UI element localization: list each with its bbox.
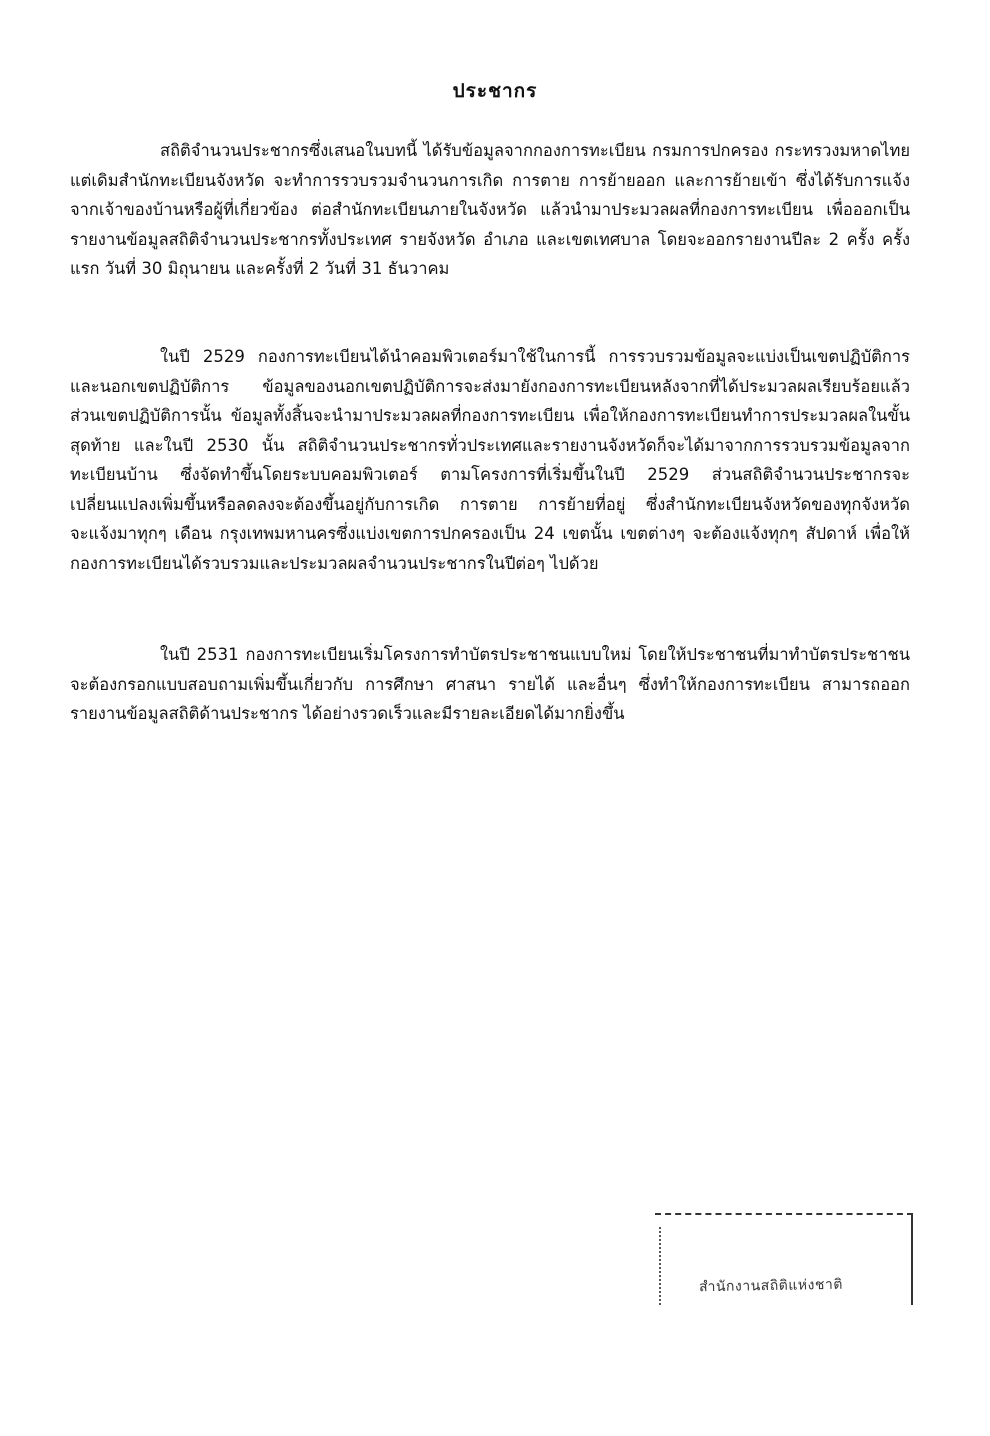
stamp-border-right	[911, 1213, 913, 1305]
paragraph-3: ในปี 2531 กองการทะเบียนเริ่มโครงการทำบัตรประชาชนแบบใหม่ โดยให้ประชาชนที่มาทำบัตรประชาชนจะต้องกรอกแบบสอบถามเพิ่มขึ้นเกี่ยวกับ การศึกษา ศาสนา รายได้ และอื่นๆ ซึ่งทำให้กองการทะเบียน สามารถออกรายงานข้อมูลสถิติด้านประชากร ได้อย่างรวดเร็วและมีรายละเอียดได้มากยิ่งขึ้น	[70, 645, 910, 723]
office-stamp	[655, 1205, 913, 1310]
paragraph-2: ในปี 2529 กองการทะเบียนได้นำคอมพิวเตอร์มาใช้ในการนี้ การรวบรวมข้อมูลจะแบ่งเป็นเขตปฏิบัติการและนอกเขตปฏิบัติการ ข้อมูลของนอกเขตปฏิบัติการจะส่งมายังกองการทะเบียนหลังจากที่ได้ประมวลผลเรียบร้อยแล้ว ส่วนเขตปฏิบัติการนั้น ข้อมูลทั้งสิ้นจะนำมาประมวลผลที่กองการทะเบียน เพื่อให้กองการทะเบียนทำการประมวลผลในขั้นสุดท้าย และในปี 2530 นั้น สถิติจำนวนประชากรทั่วประเทศและรายงานจังหวัดก็จะได้มาจากการรวบรวมข้อมูลจากทะเบียนบ้าน ซึ่งจัดทำขึ้นโดยระบบคอมพิวเตอร์ ตามโครงการที่เริ่มขึ้นในปี 2529 ส่วนสถิติจำนวนประชากรจะเปลี่ยนแปลงเพิ่มขึ้นหรือลดลงจะต้องขึ้นอยู่กับการเกิด การตาย การย้ายที่อยู่ ซึ่งสำนักทะเบียนจังหวัดของทุกจังหวัด จะแจ้งมาทุกๆ เดือน กรุงเทพมหานครซึ่งแบ่งเขตการปกครองเป็น 24 เขตนั้น เขตต่างๆ จะต้องแจ้งทุกๆ สัปดาห์ เพื่อให้กองการทะเบียนได้รวบรวมและประมวลผลจำนวนประชากรในปีต่อๆ ไปด้วย	[70, 347, 910, 573]
stamp-label: สำนักงานสถิติแห่งชาติ	[698, 1276, 844, 1296]
stamp-border-top	[655, 1213, 913, 1215]
stamp-border-left	[659, 1227, 661, 1305]
page-title: ประชากร	[452, 80, 538, 102]
paragraph-1: สถิติจำนวนประชากรซึ่งเสนอในบทนี้ ได้รับข้อมูลจากกองการทะเบียน กรมการปกครอง กระทรวงมหาดไทย แต่เดิมสำนักทะเบียนจังหวัด จะทำการรวบรวมจำนวนการเกิด การตาย การย้ายออก และการย้ายเข้า ซึ่งได้รับการแจ้งจากเจ้าของบ้านหรือผู้ที่เกี่ยวข้อง ต่อสำนักทะเบียนภายในจังหวัด แล้วนำมาประมวลผลที่กองการทะเบียน เพื่อออกเป็นรายงานข้อมูลสถิติจำนวนประชากรทั้งประเทศ รายจังหวัด อำเภอ และเขตเทศบาล โดยจะออกรายงานปีละ 2 ครั้ง ครั้งแรก วันที่ 30 มิถุนายน และครั้งที่ 2 วันที่ 31 ธันวาคม	[70, 141, 910, 278]
